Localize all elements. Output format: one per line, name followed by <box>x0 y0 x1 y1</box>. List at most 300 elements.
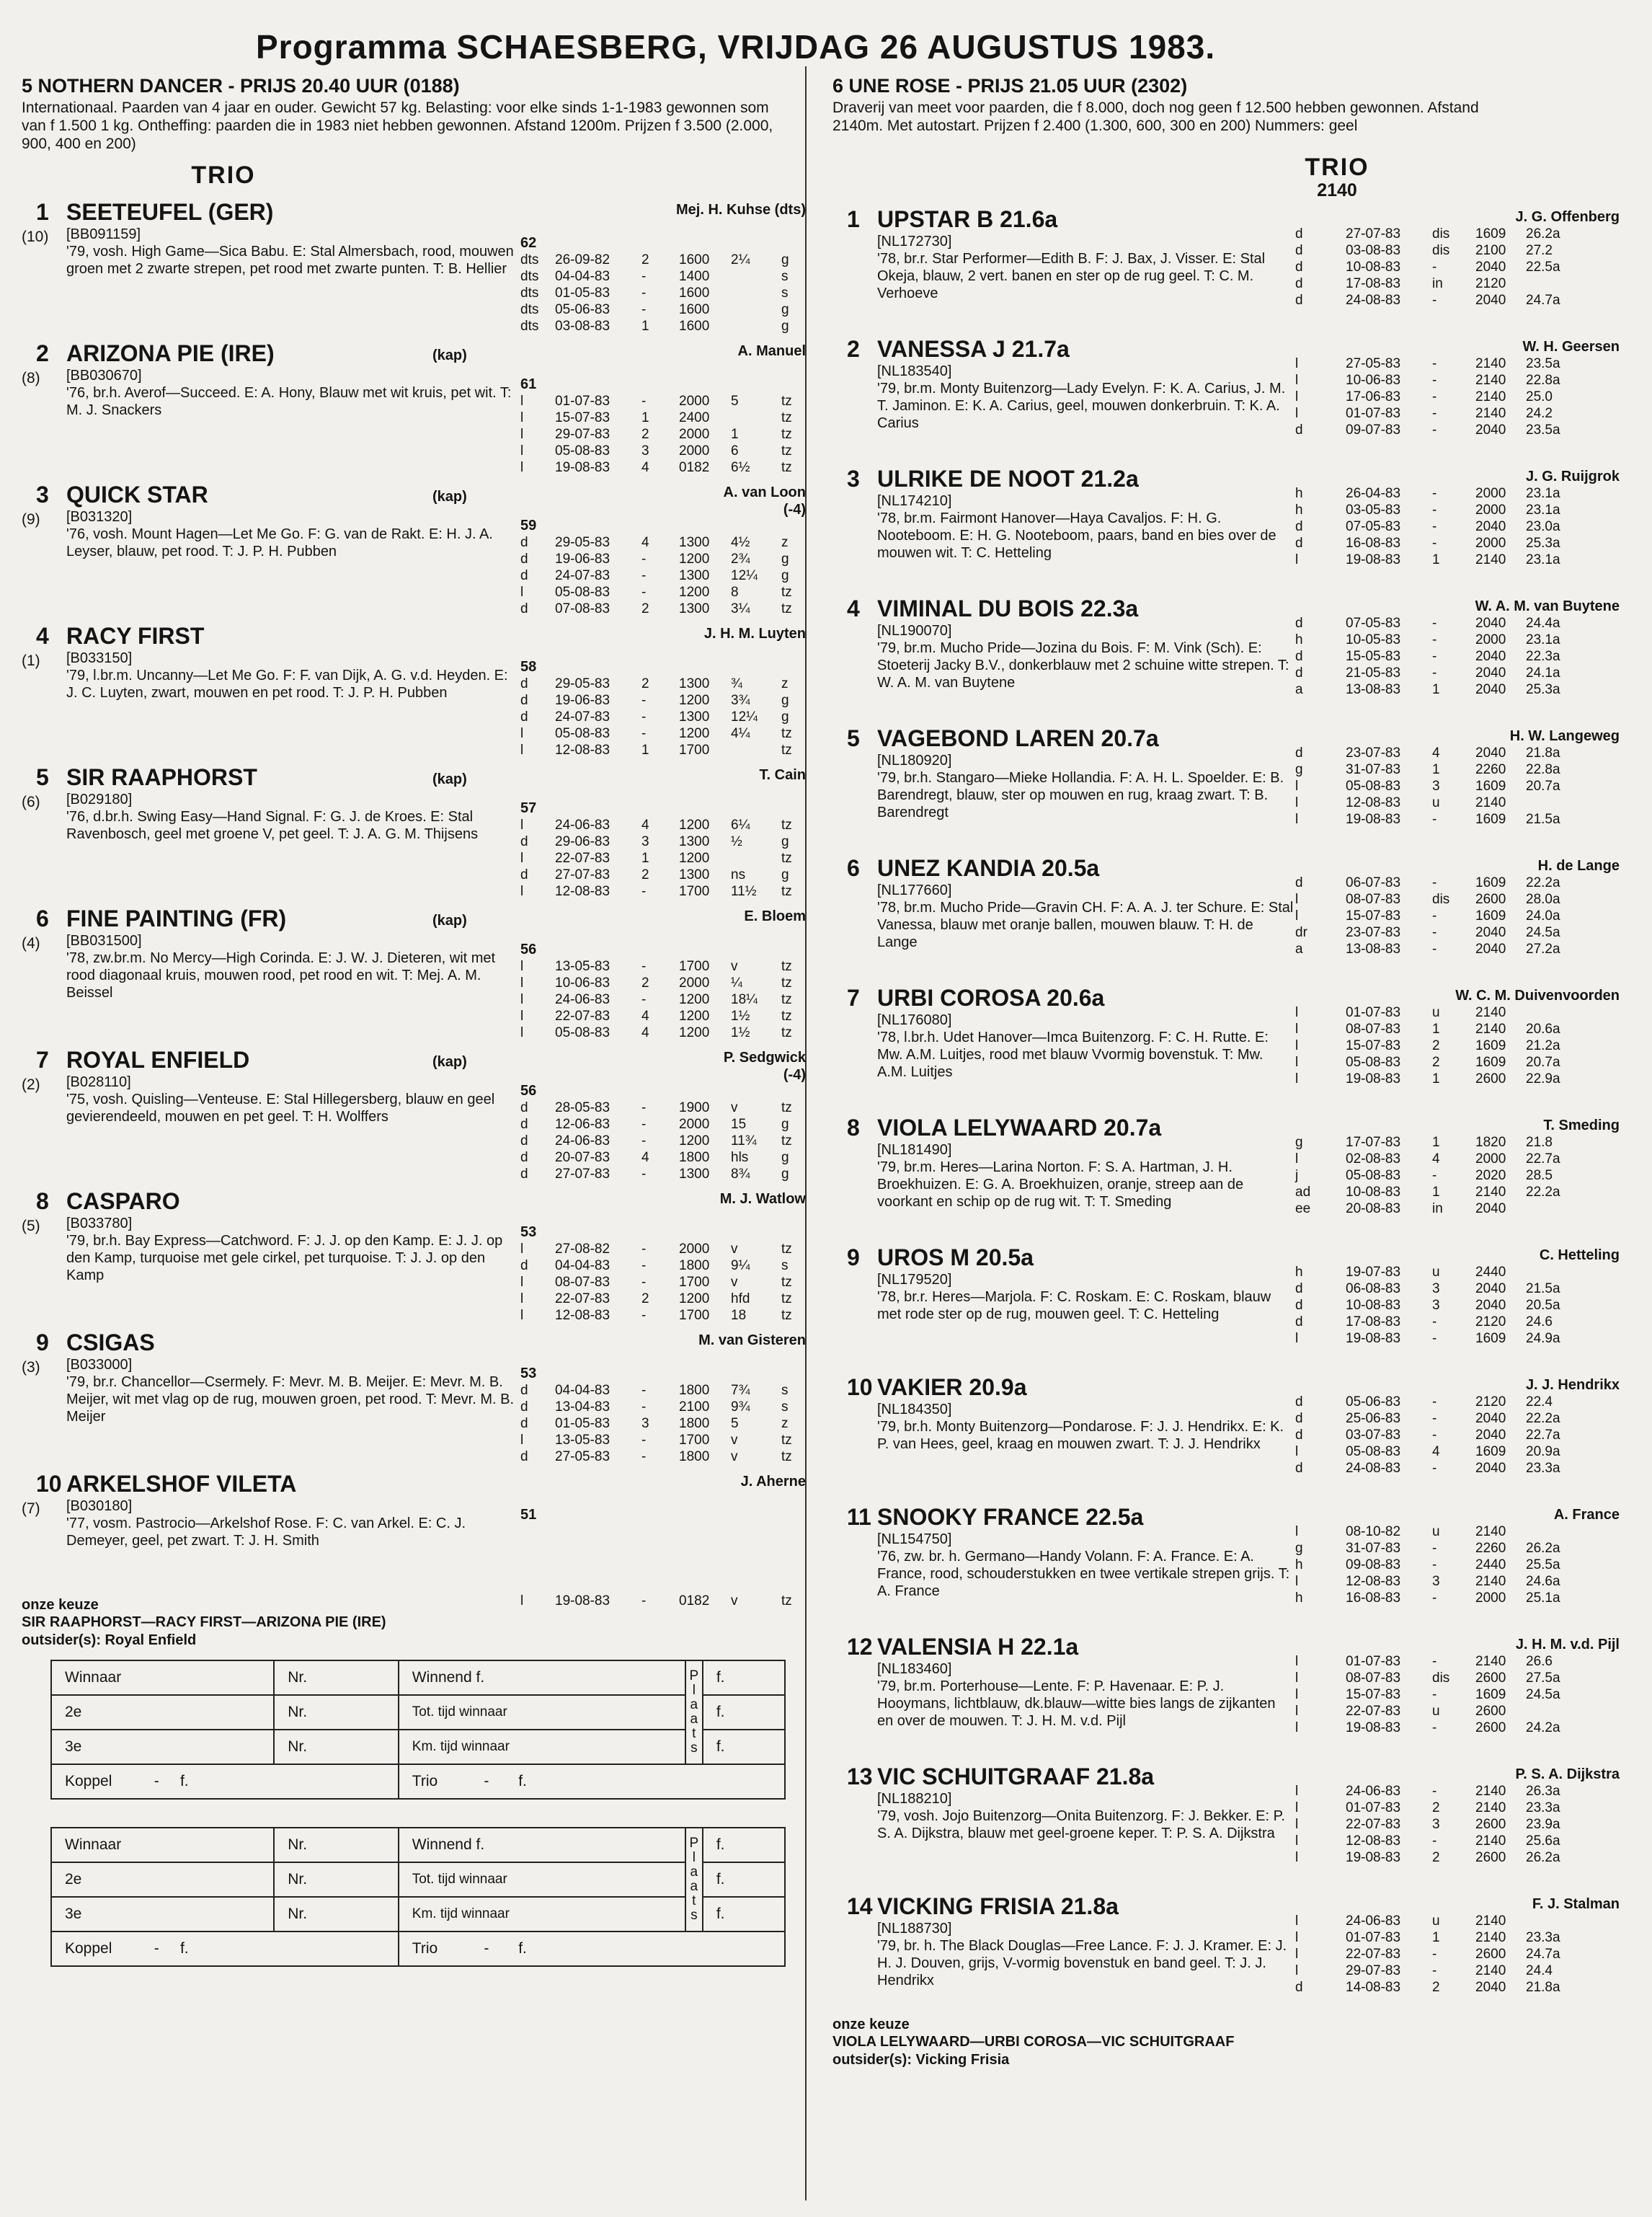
record-field: 1609 <box>1475 812 1506 827</box>
record-field: 2140 <box>1475 1800 1506 1815</box>
horse-code: [NL154750] <box>877 1531 952 1547</box>
form-record <box>1295 1703 1620 1720</box>
record-field: ns <box>731 867 746 882</box>
record-field: 12¼ <box>731 709 758 725</box>
record-field: 24.4a <box>1526 616 1560 631</box>
record-field: 2040 <box>1475 1411 1506 1426</box>
horse-number-col <box>22 340 66 481</box>
form-record <box>520 567 806 584</box>
horse-number-col <box>832 1633 877 1763</box>
form-record <box>1295 389 1620 405</box>
record-field: - <box>1432 1590 1437 1606</box>
race-5-keuze-label: onze keuze <box>22 1597 99 1613</box>
record-field: d <box>520 601 528 616</box>
record-field: in <box>1432 1201 1443 1216</box>
form-f[interactable]: f. <box>703 1695 785 1730</box>
horse-form <box>520 198 806 340</box>
form-record <box>520 459 806 476</box>
form-record <box>1295 518 1620 535</box>
record-field: 2140 <box>1475 552 1506 567</box>
record-field: - <box>1432 422 1437 438</box>
horse-number-col <box>832 1373 877 1503</box>
horse-number: 5 <box>36 764 49 790</box>
record-field <box>731 301 781 318</box>
weight-allowance <box>520 925 806 941</box>
record-field: dis <box>1432 1671 1450 1686</box>
record-field: 26.3a <box>1526 1784 1560 1799</box>
record-field: 1 <box>1432 1185 1440 1200</box>
record-field: - <box>641 568 647 583</box>
record-field: 1609 <box>1475 779 1506 794</box>
form-f[interactable]: f. <box>703 1897 785 1931</box>
horse-info <box>66 1187 520 1329</box>
form-record <box>1295 485 1620 502</box>
post-position: (4) <box>22 935 40 952</box>
record-field: - <box>641 286 647 301</box>
form-record <box>520 1099 806 1116</box>
record-field: 9¾ <box>731 1399 750 1415</box>
record-field: 2120 <box>1475 276 1506 291</box>
form-record <box>520 584 806 601</box>
form-f[interactable]: f. <box>518 1940 527 1957</box>
horse-number: 4 <box>847 596 860 621</box>
record-field: u <box>1432 1005 1440 1020</box>
horse-entry <box>22 622 806 764</box>
horse-number: 8 <box>847 1115 860 1141</box>
form-plaats <box>685 1660 703 1764</box>
horse-info <box>877 465 1295 595</box>
record-field: 10-08-83 <box>1346 1185 1401 1200</box>
record-field: 22.5a <box>1526 260 1560 275</box>
record-field: 04-04-83 <box>555 1383 610 1398</box>
horse-description: '79, br.h. Monty Buitenzorg—Pondarose. F: J. J. Hendrikx. E: K. P. van Hees, geel, kraag en mouwen zwart. T: J. J. Hendrikx <box>877 1419 1284 1452</box>
record-field: 1300 <box>679 676 710 691</box>
form-record <box>1295 1833 1620 1849</box>
record-field: 19-08-83 <box>1346 812 1401 827</box>
record-field: l <box>1295 356 1299 371</box>
form-record <box>520 1399 806 1415</box>
record-field <box>731 850 781 867</box>
race-5-column <box>22 75 806 1967</box>
form-record <box>1295 1540 1620 1557</box>
record-field: d <box>1295 1281 1303 1296</box>
form-record <box>1295 1021 1620 1037</box>
horse-name: ARKELSHOF VILETA <box>66 1471 297 1497</box>
record-field: tz <box>781 1133 792 1149</box>
record-field: 2000 <box>679 427 710 442</box>
record-field: 31-07-83 <box>1346 1541 1401 1556</box>
form-record <box>520 1382 806 1399</box>
record-field <box>731 268 781 285</box>
record-field: z <box>781 676 789 691</box>
record-field: g <box>1295 762 1303 777</box>
record-field: 04-04-83 <box>555 1258 610 1273</box>
record-field: l <box>1295 1574 1299 1589</box>
form-record <box>1295 1460 1620 1477</box>
record-field: 4 <box>1432 1151 1440 1167</box>
record-field: dis <box>1432 892 1450 907</box>
horse-code: [B033780] <box>66 1216 133 1231</box>
race-6-description: Draverij van meet voor paarden, die f 8.000, doch nog geen f 12.500 hebben gewonnen. Afstand 2140m. Met autostart. Prijzen f 2.400 (1.300, 600, 300 en 200) Nummers: geel <box>832 99 1479 134</box>
record-field: 1700 <box>679 884 710 899</box>
record-field: 08-07-83 <box>1346 892 1401 907</box>
record-field: l <box>1295 892 1299 907</box>
record-field <box>1526 1913 1584 1929</box>
record-field: - <box>641 552 647 567</box>
form-record <box>520 1593 806 1609</box>
horse-form <box>1295 854 1620 984</box>
form-record <box>1295 941 1620 957</box>
record-field: - <box>641 959 647 974</box>
record-field: s <box>781 1258 789 1273</box>
record-field: g <box>781 252 789 267</box>
record-field: - <box>1432 632 1437 647</box>
record-field: 1300 <box>679 709 710 725</box>
record-field: 05-06-83 <box>555 302 610 317</box>
form-record <box>1295 1783 1620 1800</box>
weight-allowance <box>520 360 806 376</box>
record-field: 26.2a <box>1526 1850 1560 1865</box>
form-tot-tijd: Tot. tijd winnaar <box>399 1695 685 1730</box>
record-field: d <box>1295 536 1303 551</box>
record-field: 2 <box>641 975 649 991</box>
record-field: - <box>1432 373 1437 388</box>
form-f[interactable]: f. <box>179 1773 189 1789</box>
record-field: v <box>731 1593 738 1608</box>
form-nr[interactable]: Nr. <box>274 1862 399 1897</box>
record-field: l <box>520 884 524 899</box>
form-nr[interactable]: Nr. <box>274 1695 399 1730</box>
form-dash: - <box>484 1940 489 1957</box>
horse-description: '77, vosm. Pastrocio—Arkelshof Rose. F: C. van Arkel. E: C. J. Demeyer, geel, pet zwart. T: J. H. Smith <box>66 1515 466 1549</box>
record-field: - <box>641 1258 647 1273</box>
record-field: 1600 <box>679 302 710 317</box>
record-field: 25.6a <box>1526 1833 1560 1849</box>
form-record <box>1295 1134 1620 1151</box>
record-field: 29-07-83 <box>555 427 610 442</box>
record-field: l <box>520 410 524 425</box>
record-field: d <box>520 1416 528 1431</box>
record-field: 2040 <box>1475 422 1506 438</box>
payout-form-2 <box>50 1827 786 1967</box>
record-field: 2040 <box>1475 649 1506 664</box>
form-record <box>1295 292 1620 309</box>
record-field: 9¼ <box>731 1258 750 1273</box>
form-record <box>520 817 806 833</box>
trainer-line <box>1295 1244 1620 1264</box>
record-field: 13-08-83 <box>1346 682 1401 697</box>
record-field: d <box>520 1150 528 1165</box>
record-field: l <box>1295 1151 1299 1167</box>
record-field: d <box>520 867 528 882</box>
horse-description: '79, br.h. Bay Express—Catchword. F: J. J. op den Kamp. E: J. J. op den Kamp, turquoise met gele cirkel, pet turquoise. T: J. J. op den Kamp <box>66 1233 503 1283</box>
form-tweede: 2e <box>51 1862 274 1897</box>
record-field: v <box>731 1100 738 1115</box>
record-field: 1200 <box>679 1291 710 1306</box>
form-f[interactable]: f. <box>703 1660 785 1695</box>
horse-number-col <box>22 905 66 1046</box>
record-field <box>1526 1703 1584 1720</box>
form-record <box>520 833 806 850</box>
record-field: g <box>781 867 789 882</box>
record-field: dts <box>520 319 539 334</box>
form-nr[interactable]: Nr. <box>274 1897 399 1931</box>
record-field: 21-05-83 <box>1346 665 1401 681</box>
horse-code: [B028110] <box>66 1074 131 1090</box>
record-field: 2600 <box>1475 892 1506 907</box>
record-field: g <box>781 568 789 583</box>
record-field: 03-08-83 <box>555 319 610 334</box>
record-field: 2000 <box>1475 1151 1506 1167</box>
record-field: - <box>1432 260 1437 275</box>
record-field: d <box>520 709 528 725</box>
horse-description: '76, br.h. Averof—Succeed. E: A. Hony, Blauw met wit kruis, pet wit. T: M. J. Snackers <box>66 385 512 418</box>
record-field: 4½ <box>731 535 750 550</box>
record-field: 22-07-83 <box>555 1009 610 1024</box>
trainer-name: W. C. M. Duivenvoorden <box>1455 988 1620 1004</box>
trainer-line <box>1295 205 1620 226</box>
record-field: - <box>1432 908 1437 924</box>
form-f[interactable]: f. <box>703 1730 785 1764</box>
trainer-line <box>1295 1893 1620 1913</box>
record-field: 3¾ <box>731 693 750 708</box>
record-field: - <box>1432 1784 1437 1799</box>
horse-number: 3 <box>36 482 49 508</box>
form-record <box>1295 795 1620 811</box>
record-field: 7¾ <box>731 1383 750 1398</box>
record-field: 22.2a <box>1526 1185 1560 1200</box>
record-field: d <box>520 535 528 550</box>
trainer-line <box>1295 1763 1620 1783</box>
form-trio-label: Trio <box>412 1773 438 1789</box>
form-record <box>1295 1151 1620 1167</box>
record-field: - <box>1432 1428 1437 1443</box>
record-field: l <box>1295 389 1299 404</box>
horse-number: 12 <box>847 1634 873 1660</box>
record-field: l <box>1295 1784 1299 1799</box>
horse-number-col <box>22 1470 66 1611</box>
post-position: (1) <box>22 652 40 669</box>
record-field: 1 <box>1432 1930 1440 1945</box>
form-f[interactable]: f. <box>703 1828 785 1862</box>
record-field <box>731 318 781 335</box>
form-f[interactable]: f. <box>518 1773 527 1789</box>
horse-code: [NL177660] <box>877 882 952 898</box>
record-field: - <box>1432 1314 1437 1329</box>
record-field: - <box>1432 925 1437 940</box>
horse-form <box>520 1329 806 1470</box>
record-field: ½ <box>731 834 742 849</box>
trainer-name: J. H. M. Luyten <box>703 626 806 642</box>
horse-name: CSIGAS <box>66 1329 155 1355</box>
record-field: d <box>520 552 528 567</box>
race-6-trio-label: TRIO <box>1305 154 1369 181</box>
record-field: 2100 <box>1475 243 1506 258</box>
trainer-line <box>1295 1633 1620 1653</box>
record-field: 23.3a <box>1526 1461 1560 1476</box>
form-record <box>1295 552 1620 568</box>
form-record <box>1295 1929 1620 1946</box>
horse-form <box>1295 1763 1620 1893</box>
record-field: d <box>1295 665 1303 681</box>
record-field: z <box>781 535 789 550</box>
horse-code: [NL179520] <box>877 1272 952 1288</box>
form-f[interactable]: f. <box>703 1862 785 1897</box>
record-field: 20.5a <box>1526 1298 1560 1313</box>
record-field: 1700 <box>679 1433 710 1448</box>
horse-info <box>877 335 1295 465</box>
horse-number: 6 <box>36 906 49 932</box>
form-record <box>1295 372 1620 389</box>
record-field: s <box>781 269 789 284</box>
record-field: tz <box>781 1291 792 1306</box>
record-field: g <box>1295 1135 1303 1150</box>
record-field: 23.3a <box>1526 1930 1560 1945</box>
record-field: 2040 <box>1475 1980 1506 1995</box>
horse-code: [B033000] <box>66 1357 133 1373</box>
record-field: 01-07-83 <box>1346 1654 1401 1669</box>
record-field: 22.2a <box>1526 875 1560 890</box>
horse-number-col <box>832 1503 877 1633</box>
horse-weight: 53 <box>520 1366 537 1381</box>
horse-number: 3 <box>847 466 860 492</box>
horse-form <box>520 1046 806 1187</box>
record-field: 3 <box>641 834 649 849</box>
trainer-name: H. de Lange <box>1537 858 1620 874</box>
record-field: 2600 <box>1475 1720 1506 1735</box>
horse-info <box>877 205 1295 335</box>
record-field: 2040 <box>1475 665 1506 681</box>
horse-name: VICKING FRISIA 21.8a <box>877 1893 1119 1919</box>
horse-form <box>520 905 806 1046</box>
record-field: 20-07-83 <box>555 1150 610 1165</box>
record-field: 26.2a <box>1526 1541 1560 1556</box>
record-field: 2020 <box>1475 1168 1506 1183</box>
record-field: - <box>1432 1687 1437 1702</box>
record-field: s <box>781 1399 789 1415</box>
trainer-line <box>520 1187 806 1208</box>
horse-description: '79, br.m. Monty Buitenzorg—Lady Evelyn. F: K. A. Carius, J. M. T. Jaminon. E: K. A. Carius, geel, mouwen donkerbruin. T: K. A. Carius <box>877 381 1286 431</box>
horse-info <box>877 1633 1295 1763</box>
form-nr[interactable]: Nr. <box>274 1730 399 1764</box>
record-field: g <box>781 1150 789 1165</box>
record-field: v <box>731 1275 738 1290</box>
record-field: l <box>520 959 524 974</box>
form-koppel <box>51 1764 399 1799</box>
record-field: 01-07-83 <box>1346 1005 1401 1020</box>
record-field: 1609 <box>1475 1444 1506 1459</box>
horse-name: UPSTAR B 21.6a <box>877 206 1058 232</box>
form-record <box>520 1149 806 1166</box>
form-koppel <box>51 1931 399 1966</box>
record-field: - <box>1432 536 1437 551</box>
record-field <box>1526 1523 1584 1540</box>
horse-entry <box>832 854 1633 984</box>
record-field: - <box>1432 1720 1437 1735</box>
record-field: 24.6 <box>1526 1314 1553 1329</box>
record-field <box>1526 1200 1584 1217</box>
record-field: d <box>1295 226 1303 242</box>
record-field: 10-06-83 <box>1346 373 1401 388</box>
record-field: - <box>641 992 647 1007</box>
record-field: 2440 <box>1475 1265 1506 1280</box>
record-field: 23.1a <box>1526 552 1560 567</box>
record-field: 3 <box>1432 779 1440 794</box>
record-field: 1700 <box>679 1275 710 1290</box>
record-field: d <box>1295 260 1303 275</box>
record-field: l <box>520 992 524 1007</box>
record-field: l <box>1295 1850 1299 1865</box>
record-field: l <box>520 585 524 600</box>
record-field: l <box>1295 1671 1299 1686</box>
record-field: - <box>641 1167 647 1182</box>
horse-description: '78, br.r. Heres—Marjola. F: C. Roskam. E: C. Roskam, blauw met rode ster op de rug, mouwen geel. T: C. Hetteling <box>877 1289 1271 1322</box>
record-field: 20-08-83 <box>1346 1201 1401 1216</box>
horse-description: '79, br.m. Heres—Larina Norton. F: S. A. Hartman, J. H. Broekhuizen. E: G. A. Broekhuizen, oranje, streep aan de voorkant en schip op de rug wit. T: T. Smeding <box>877 1159 1244 1210</box>
form-record <box>1295 405 1620 422</box>
record-field: l <box>520 1291 524 1306</box>
horse-number-col <box>22 198 66 340</box>
form-derde: 3e <box>51 1897 274 1931</box>
horse-code: [B029180] <box>66 792 133 807</box>
horse-weight: 61 <box>520 376 537 392</box>
record-field: 13-04-83 <box>555 1399 610 1415</box>
race-5-header: 5 NOTHERN DANCER - PRIJS 20.40 UUR (0188) <box>22 75 460 97</box>
record-field: l <box>1295 1022 1299 1037</box>
record-field: d <box>1295 1980 1303 1995</box>
record-field: 1 <box>1432 1022 1440 1037</box>
record-field: tz <box>781 601 792 616</box>
record-field: l <box>520 1275 524 1290</box>
trainer-line <box>520 198 806 218</box>
horse-name: UNEZ KANDIA 20.5a <box>877 855 1100 881</box>
record-field: 2040 <box>1475 942 1506 957</box>
record-field: 1400 <box>679 269 710 284</box>
horse-entry <box>22 764 806 905</box>
record-field: - <box>1432 293 1437 308</box>
form-record <box>1295 681 1620 698</box>
record-field: 22.7a <box>1526 1428 1560 1443</box>
horse-entry <box>832 595 1633 725</box>
record-field: - <box>1432 1541 1437 1556</box>
record-field: 08-07-83 <box>1346 1671 1401 1686</box>
record-field: 2040 <box>1475 745 1506 761</box>
record-field: 25.5a <box>1526 1557 1560 1572</box>
record-field: 1 <box>731 427 739 442</box>
form-f[interactable]: f. <box>179 1940 189 1957</box>
record-field: 24.7a <box>1526 293 1560 308</box>
record-field: - <box>641 302 647 317</box>
form-winnaar: Winnaar <box>51 1660 274 1695</box>
record-field: 1609 <box>1475 1687 1506 1702</box>
record-field: 1700 <box>679 959 710 974</box>
post-position: (6) <box>22 794 40 810</box>
record-field: 1300 <box>679 568 710 583</box>
form-nr[interactable]: Nr. <box>274 1828 399 1862</box>
horse-description: '79, vosh. Jojo Buitenzorg—Onita Buitenzorg. F: J. Bekker. E: P. S. A. Dijkstra, blauw met geel-groene keper. T: P. S. A. Dijkstra <box>877 1808 1285 1841</box>
horse-form <box>520 481 806 622</box>
payout-form-1 <box>50 1660 786 1800</box>
form-record <box>520 1025 806 1041</box>
form-record <box>520 285 806 301</box>
form-nr[interactable]: Nr. <box>274 1660 399 1695</box>
record-field: 2000 <box>679 975 710 991</box>
blinkers-tag: (kap) <box>432 1054 467 1070</box>
record-field: l <box>1295 406 1299 421</box>
record-field: l <box>1295 1331 1299 1346</box>
record-field: 2600 <box>1475 1671 1506 1686</box>
horse-entry <box>832 1633 1633 1763</box>
